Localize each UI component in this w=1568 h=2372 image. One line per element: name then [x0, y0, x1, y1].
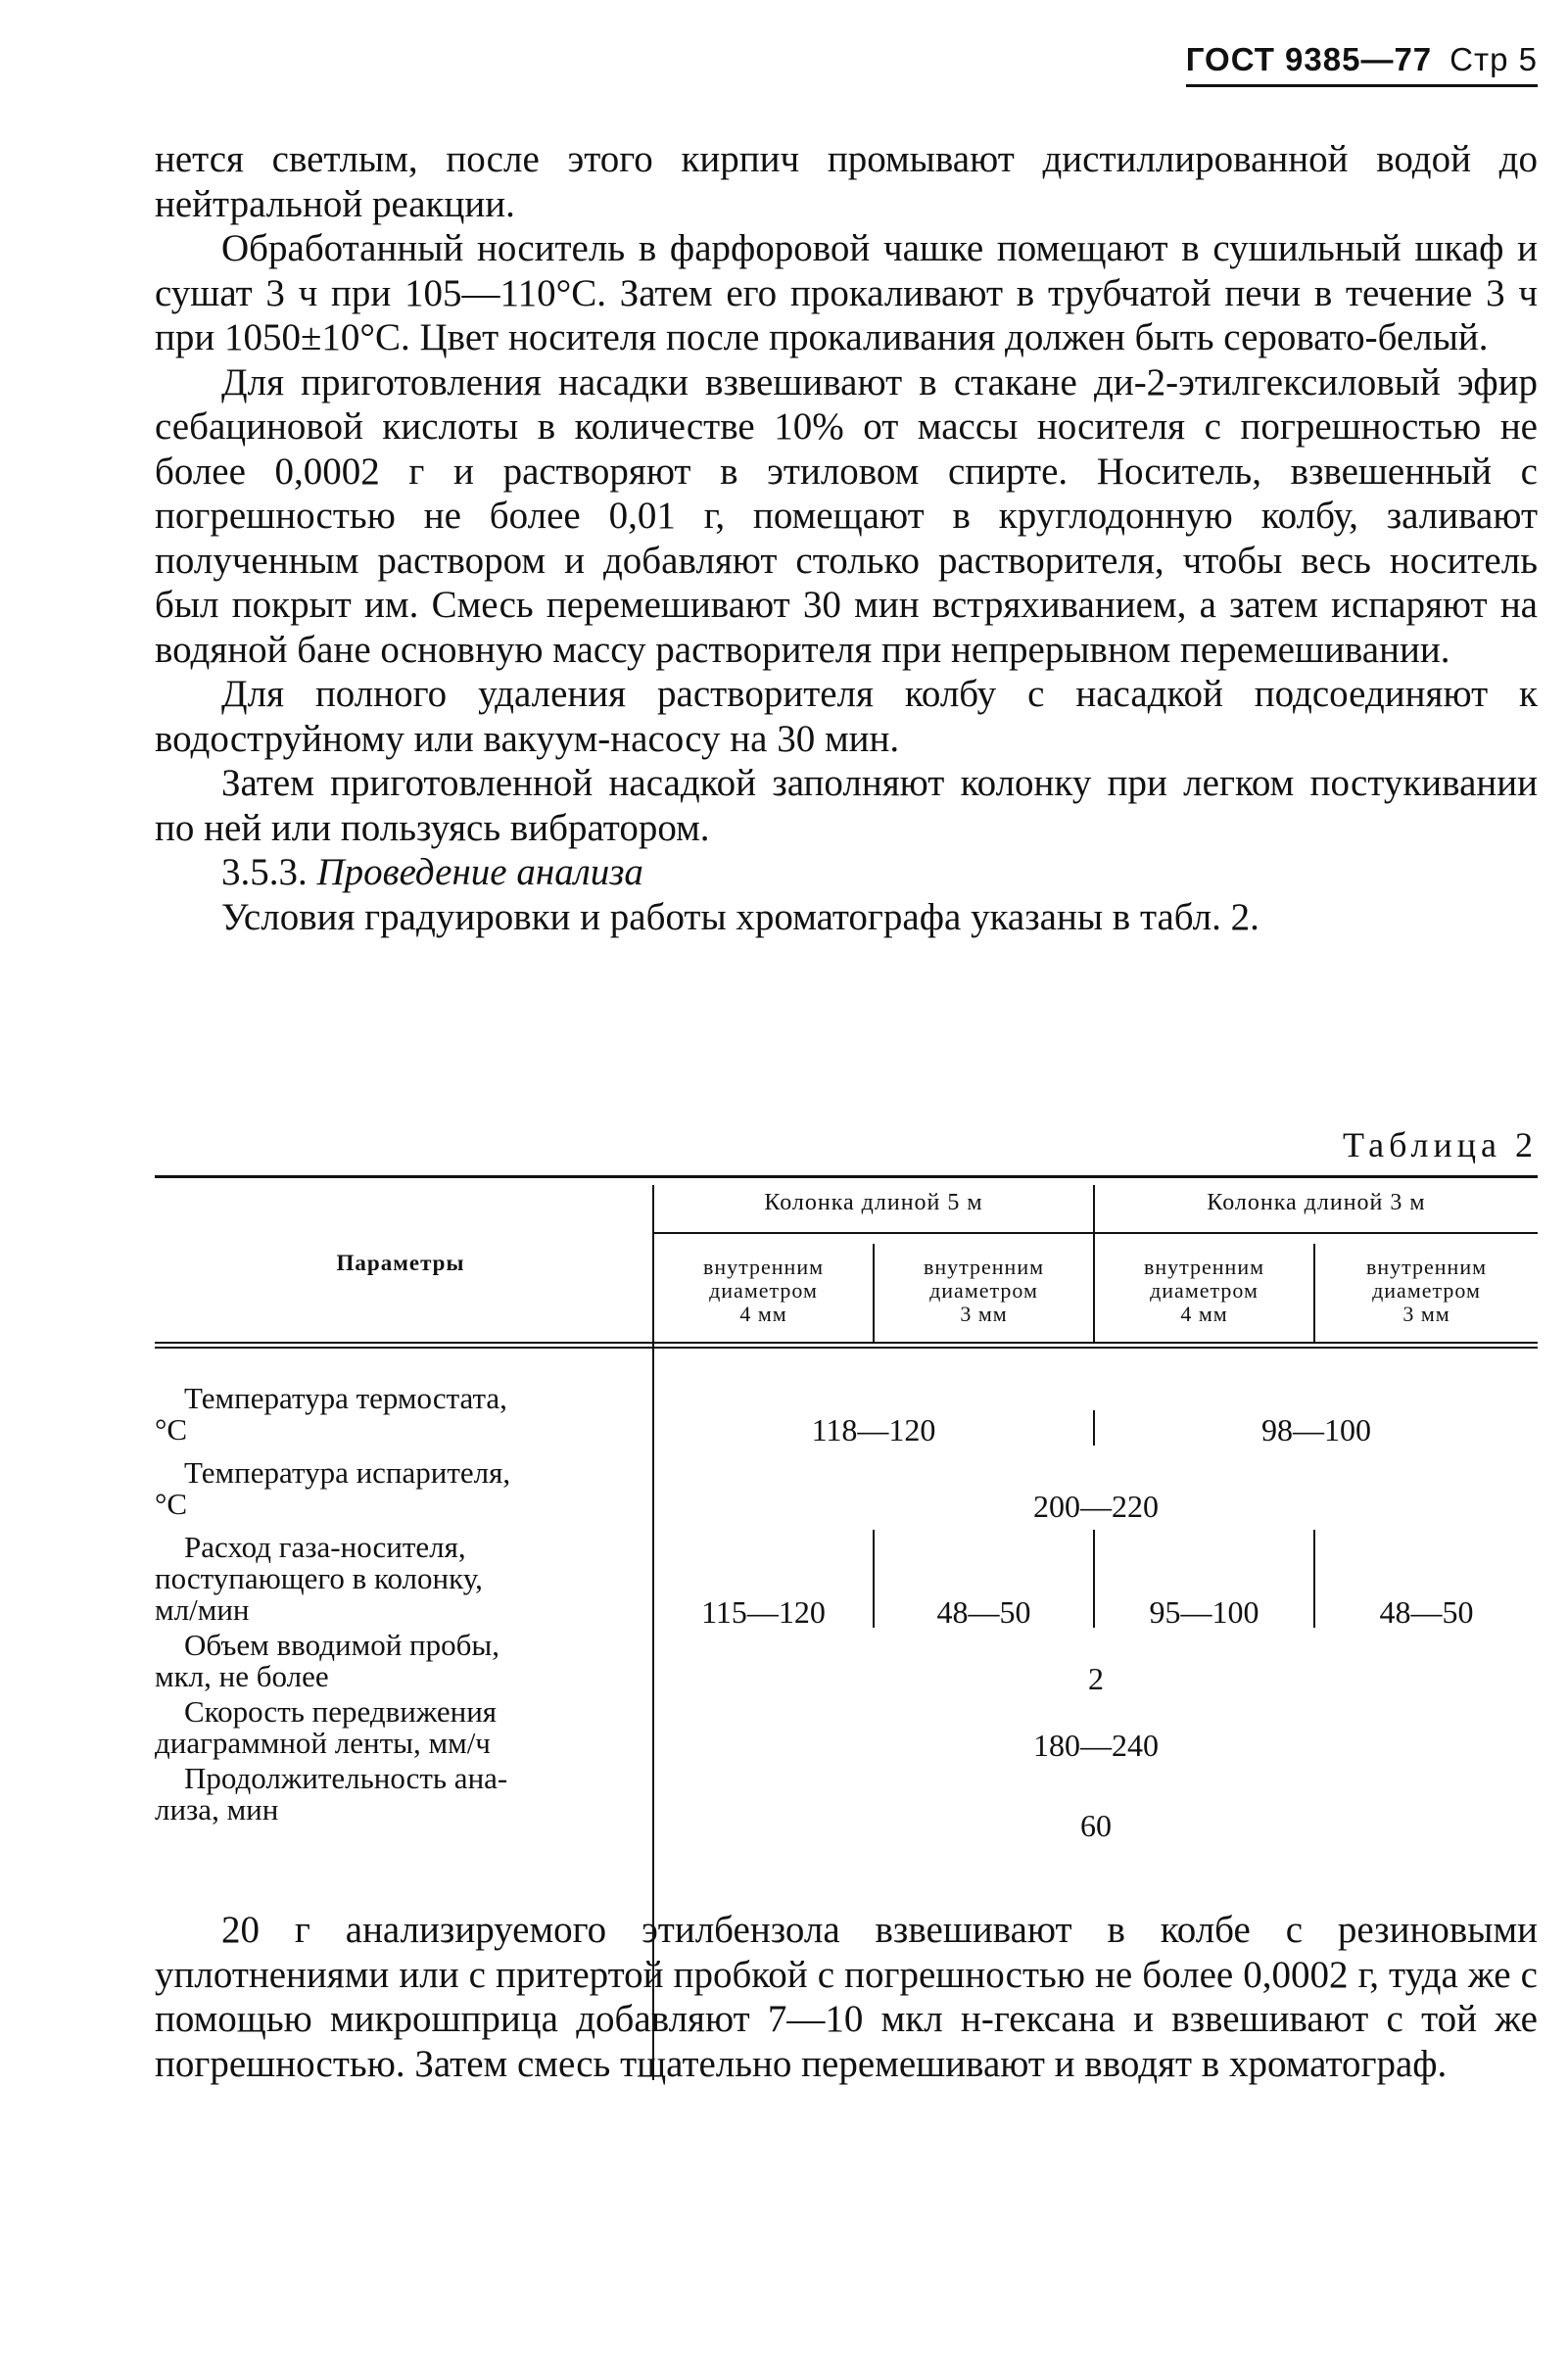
param-line [155, 1457, 615, 1489]
param-evaporator-temp [155, 1457, 615, 1520]
param-line [155, 1630, 615, 1661]
param-carrier-gas-flow [155, 1532, 615, 1626]
param-text: Скорость передвижения [184, 1694, 498, 1729]
value-flow-3m-3mm: 48—50 [1379, 1594, 1474, 1630]
subheader-line: диаметром [1372, 1278, 1481, 1303]
subheader-line: 3 мм [1402, 1302, 1450, 1326]
paragraph-1: нется светлым, после этого кирпич промывают дистиллированной водой до нейтральной реакции. [155, 138, 1538, 225]
standard-code: ГОСТ 9385—77 [1185, 41, 1433, 77]
section-number: 3.5.3. [221, 851, 308, 893]
group-header-3m: Колонка длиной 3 м [1207, 1190, 1426, 1215]
value-sample-volume: 2 [1088, 1661, 1104, 1696]
subheader-5m-3mm [875, 1256, 1093, 1326]
subheader-3m-3mm [1315, 1256, 1538, 1326]
subheader-line: внутренним [1143, 1255, 1265, 1279]
parameters-table [155, 1175, 1538, 1880]
group-header-5m: Колонка длиной 5 м [764, 1190, 983, 1215]
params-header: Параметры [336, 1251, 465, 1275]
paragraph-final: 20 г анализируемого этилбензола взвешивают в колбе с резиновыми уплотнениями или с притертой пробкой с погрешностью не более 0,0002 г, туда же с помощью микрошприца добавляют 7—10 мкл н-гексана и взвешивают с той же погрешностью. Затем смесь тщательно перемешивают и вводят в хроматограф. [155, 1909, 1538, 2085]
subheader-5m-4mm [654, 1256, 873, 1326]
value-chart-speed: 180—240 [1033, 1728, 1159, 1763]
table-group-rule [654, 1232, 1538, 1234]
value-flow-3m-4mm: 95—100 [1149, 1594, 1259, 1630]
section-title: Проведение анализа [316, 851, 643, 893]
subheader-line: 4 мм [739, 1302, 787, 1326]
param-line: диаграммной ленты, мм/ч [155, 1726, 491, 1760]
table-header-rule-1 [155, 1342, 1538, 1344]
subheader-line: диаметром [1150, 1278, 1259, 1303]
body-text-upper [155, 137, 1538, 939]
param-line [155, 1383, 615, 1414]
value-analysis-duration: 60 [1080, 1808, 1112, 1843]
value-evaporator: 200—220 [1033, 1489, 1159, 1524]
paragraph-3: Для приготовления насадки взвешивают в стакане ди-2-этилгексиловый эфир себациновой кислоты в количестве 10% от массы носителя с погрешностью не более 0,0002 г и растворяют в этиловом спирте. Носитель, взвешенный с погрешностью не более 0,01 г, помещают в круглодонную колбу, заливают полученным раствором и добавляют столько растворителя, чтобы весь носитель был покрыт им. Смесь перемешивают 30 мин встряхиванием, а затем испаряют на водяной бане основную массу растворителя при непрерывном перемешивании. [155, 360, 1538, 671]
page-header [1186, 41, 1538, 87]
subheader-line: 3 мм [960, 1302, 1008, 1326]
param-line: мл/мин [155, 1592, 250, 1627]
table-header-rule-2 [155, 1347, 1538, 1349]
param-chart-speed [155, 1696, 615, 1759]
body-text-lower [155, 1908, 1538, 2086]
table-top-rule [155, 1175, 1538, 1178]
param-line [155, 1696, 615, 1728]
param-line: °С [155, 1412, 188, 1447]
paragraph-intro: Условия градуировки и работы хроматографа указаны в табл. 2. [221, 895, 1259, 938]
value-flow-5m-4mm: 115—120 [701, 1594, 826, 1630]
value-thermostat-5m: 118—120 [811, 1412, 936, 1447]
paragraph-2: Обработанный носитель в фарфоровой чашке помещают в сушильный шкаф и сушат 3 ч при 105—110°С. Затем его прокаливают в трубчатой печи в течение 3 ч при 1050±10°С. Цвет носителя после прокаливания должен быть серовато-белый. [155, 227, 1538, 358]
param-text: Продолжительность ана- [184, 1761, 508, 1795]
value-flow-5m-3mm: 48—50 [936, 1594, 1031, 1630]
param-sample-volume [155, 1630, 615, 1692]
subheader-3m-4mm [1095, 1256, 1313, 1326]
param-line: поступающего в колонку, [155, 1561, 483, 1595]
page-number: Стр 5 [1449, 41, 1538, 77]
param-line: °С [155, 1487, 188, 1521]
param-text: Расход газа-носителя, [184, 1530, 466, 1564]
param-text: Температура испарителя, [184, 1455, 511, 1490]
subheader-line: внутренним [1365, 1255, 1488, 1279]
value-thermostat-3m: 98—100 [1261, 1412, 1371, 1447]
param-line: лиза, мин [155, 1792, 279, 1826]
section-heading [155, 850, 1538, 895]
table-caption: Таблица 2 [1343, 1125, 1538, 1164]
subheader-line: внутренним [702, 1255, 825, 1279]
param-line [155, 1763, 615, 1794]
subheader-line: диаметром [709, 1278, 818, 1303]
paragraph-5: Затем приготовленной насадкой заполняют колонку при легком постукивании по ней или пользуясь вибратором. [155, 762, 1538, 849]
param-line [155, 1532, 615, 1563]
param-text: Температура термостата, [184, 1381, 507, 1415]
subheader-line: диаметром [929, 1278, 1038, 1303]
subheader-line: внутренним [923, 1255, 1045, 1279]
subheader-line: 4 мм [1180, 1302, 1228, 1326]
paragraph-4: Для полного удаления растворителя колбу с насадкой подсоединяют к водоструйному или вакуум-насосу на 30 мин. [155, 673, 1538, 760]
param-analysis-duration [155, 1763, 615, 1826]
param-line: мкл, не более [155, 1659, 329, 1693]
param-thermostat-temp [155, 1383, 615, 1446]
param-text: Объем вводимой пробы, [184, 1628, 499, 1662]
